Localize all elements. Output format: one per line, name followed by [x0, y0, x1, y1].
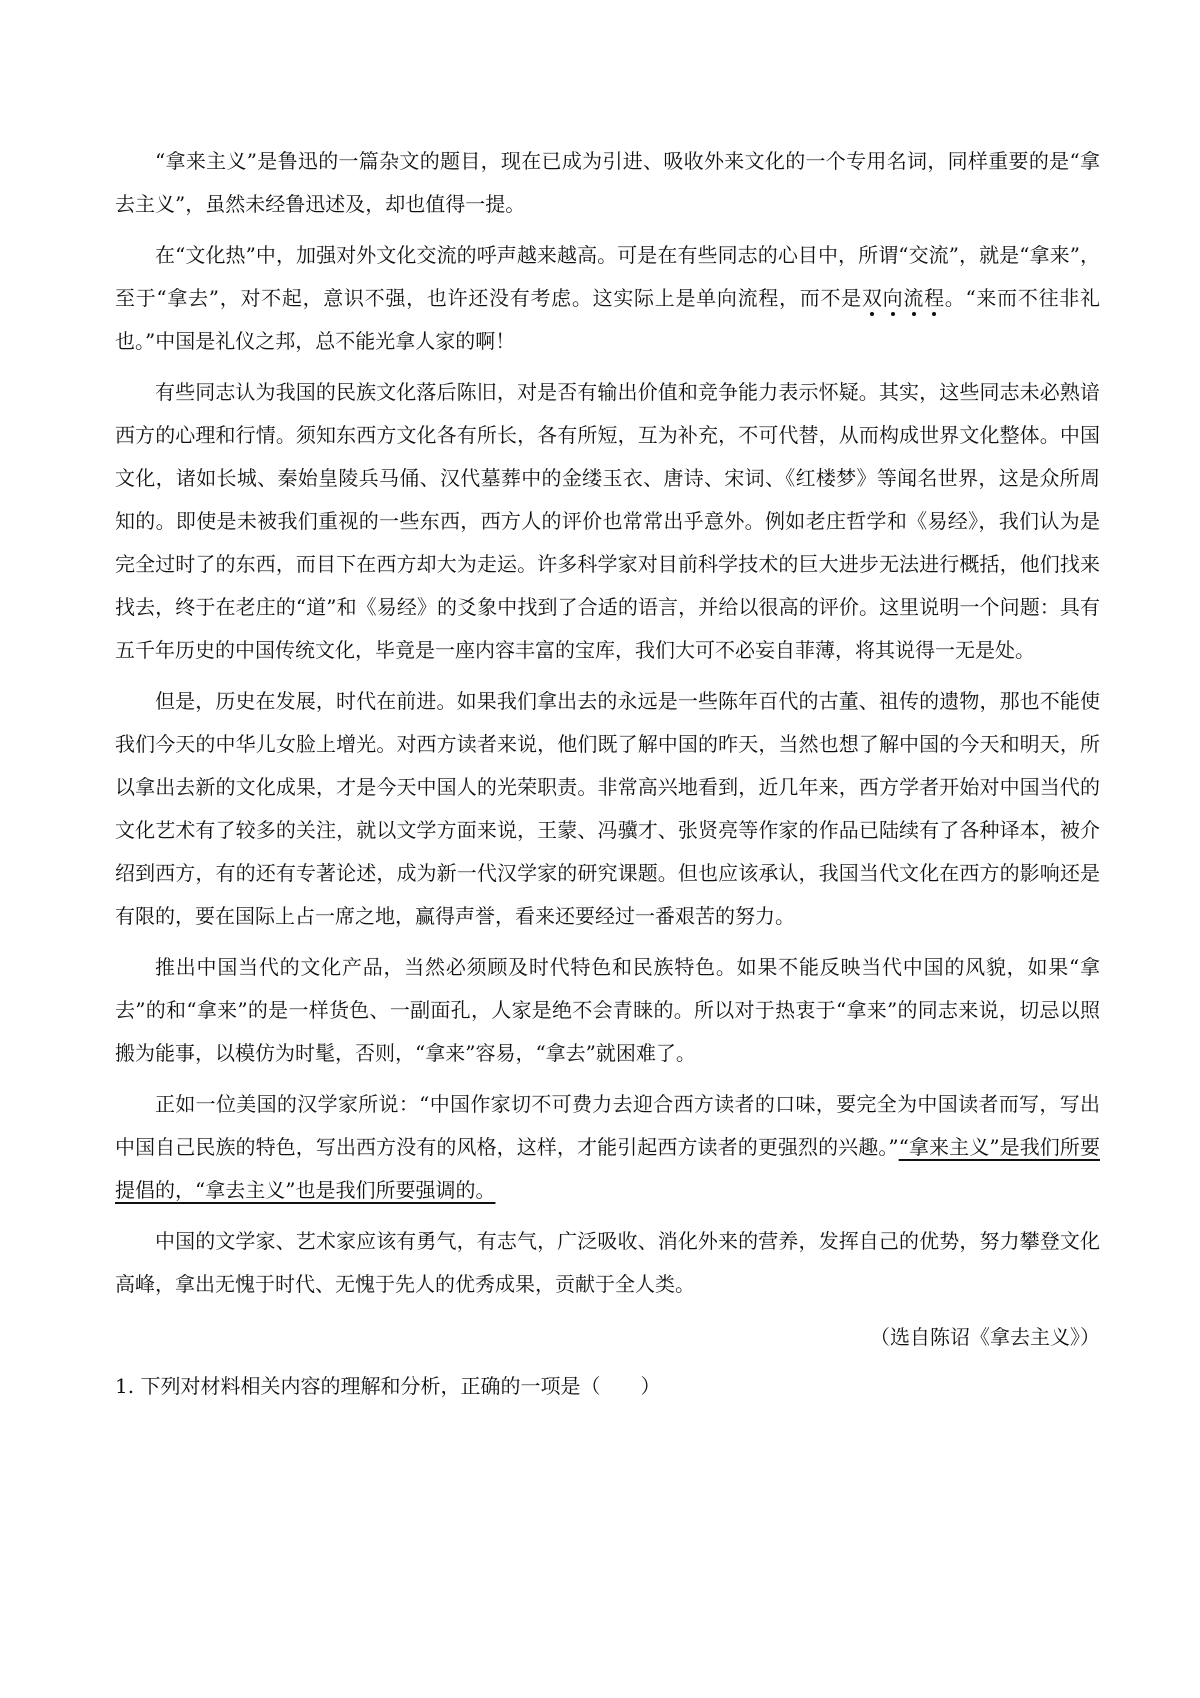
paragraph-2-tail: 。“来而不往非礼也。”中国是礼仪之邦，总不能光拿人家的啊！ — [115, 286, 1101, 353]
paragraph-2-text: 在“文化热”中，加强对外文化交流的呼声越来越高。可是在有些同志的心目中，所谓“交流”，就是“拿来”，至于“拿去”，对不起，意识不强，也许还没有考虑。这实际上是单向流程，而不是 — [115, 243, 1100, 310]
emphasis-char: 程 — [924, 286, 945, 310]
emphasis-char: 双 — [861, 286, 883, 310]
paragraph-1: “拿来主义”是鲁迅的一篇杂文的题目，现在已成为引进、吸收外来文化的一个专用名词，同样重要的是“拿去主义”，虽然未经鲁迅述及，却也值得一提。 — [115, 149, 1100, 216]
question-1: 1. 下列对材料相关内容的理解和分析，正确的一项是（ ） — [115, 1374, 661, 1398]
paragraph-7: 中国的文学家、艺术家应该有勇气，有志气，广泛吸收、消化外来的营养，发挥自己的优势，努力攀登文化高峰，拿出无愧于时代、无愧于先人的优秀成果，贡献于全人类。 — [115, 1229, 1100, 1296]
paragraph-4: 但是，历史在发展，时代在前进。如果我们拿出去的永远是一些陈年百代的古董、祖传的遗物，那也不能使我们今天的中华儿女脸上增光。对西方读者来说，他们既了解中国的昨天，当然也想了解中国的今天和明天，所以拿出去新的文化成果，才是今天中国人的光荣职责。非常高兴地看到，近几年来，西方学者开始对中国当代的文化艺术有了较多的关注，就以文学方面来说，王蒙、冯骥才、张贤亮等作家的作品已陆续有了各种译本，被介绍到西方，有的还有专著论述，成为新一代汉学家的研究课题。但也应该承认，我国当代文化在西方的影响还是有限的，要在国际上占一席之地，赢得声誉，看来还要经过一番艰苦的努力。 — [115, 689, 1100, 928]
paragraph-6-text: 正如一位美国的汉学家所说：“中国作家切不可费力去迎合西方读者的口味，要完全为中国读者而写，写出中国自己民族的特色，写出西方没有的风格，这样，才能引起西方读者的更强烈的兴趣。” — [115, 1092, 1100, 1159]
emphasis-char: 向 — [882, 286, 904, 310]
underlined-sentence: “拿来主义”是我们所要提倡的，“拿去主义”也是我们所要强调的。 — [115, 1135, 1100, 1202]
paragraph-3: 有些同志认为我国的民族文化落后陈旧，对是否有输出价值和竞争能力表示怀疑。其实，这些同志未必熟谙西方的心理和行情。须知东西方文化各有所长，各有所短，互为补充，不可代替，从而构成世界文化整体。中国文化，诸如长城、秦始皇陵兵马俑、汉代墓葬中的金缕玉衣、唐诗、宋词、《红楼梦》等闻名世界，这是众所周知的。即使是未被我们重视的一些东西，西方人的评价也常常出乎意外。例如老庄哲学和《易经》，我们认为是完全过时了的东西，而目下在西方却大为走运。许多科学家对目前科学技术的巨大进步无法进行概括，他们找来找去，终于在老庄的“道”和《易经》的爻象中找到了合适的语言，并给以很高的评价。这里说明一个问题：具有五千年历史的中国传统文化，毕竟是一座内容丰富的宝库，我们大可不必妄自菲薄，将其说得一无是处。 — [115, 380, 1100, 662]
paragraph-6 — [115, 1083, 1100, 1212]
source-citation: （选自陈诏《拿去主义》） — [870, 1325, 1100, 1349]
paragraph-2 — [115, 234, 1100, 363]
emphasis-char: 流 — [903, 286, 925, 310]
paragraph-5: 推出中国当代的文化产品，当然必须顾及时代特色和民族特色。如果不能反映当代中国的风貌，如果“拿去”的和“拿来”的是一样货色、一副面孔，人家是绝不会青睐的。所以对于热衷于“拿来”的同志来说，切忌以照搬为能事，以模仿为时髦，否则，“拿来”容易，“拿去”就困难了。 — [115, 955, 1100, 1065]
